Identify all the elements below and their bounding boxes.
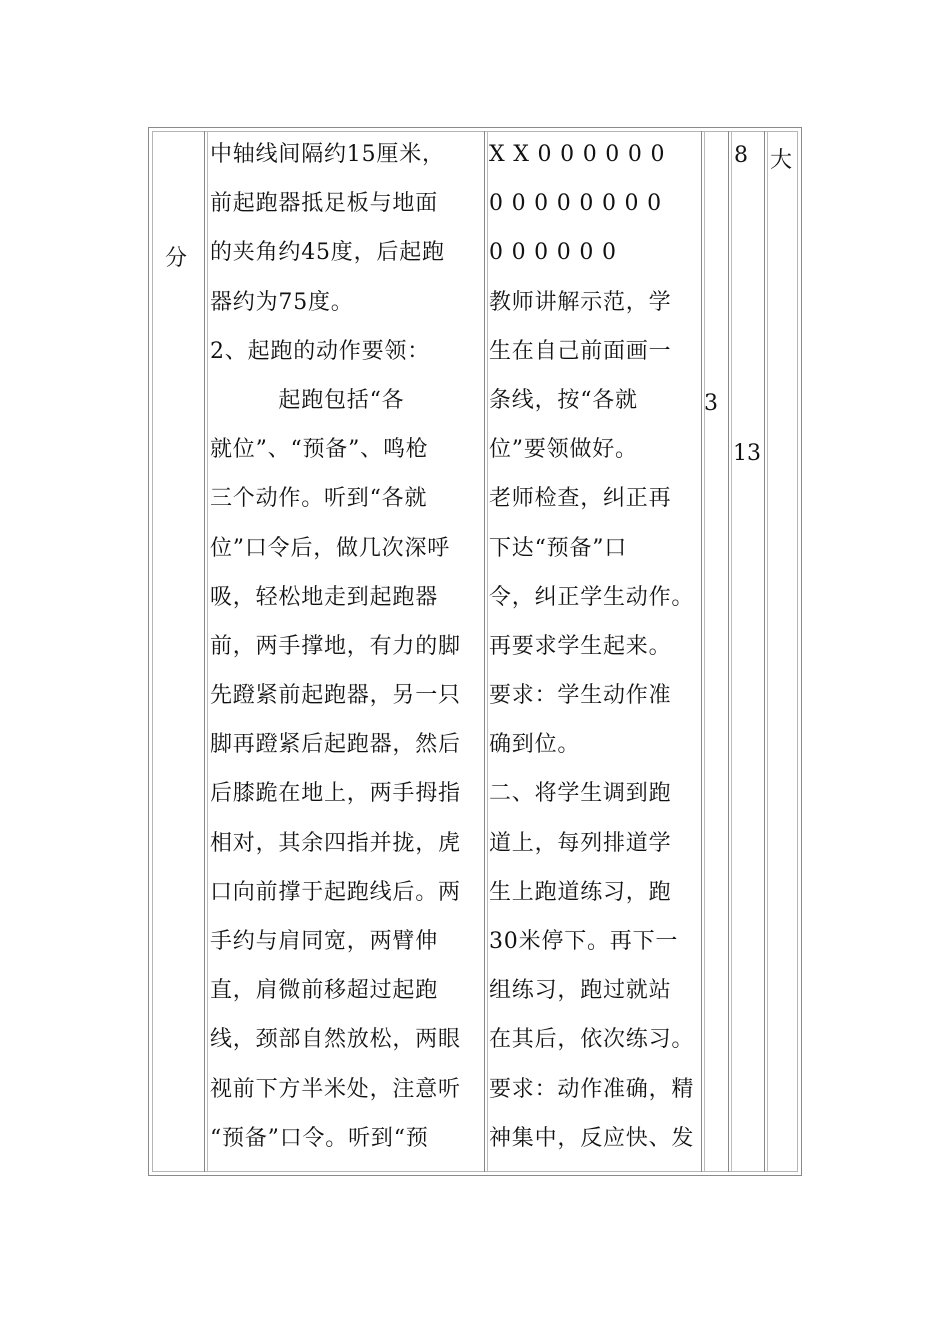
- content-line: 吸，轻松地走到起跑器: [210, 584, 439, 610]
- section-label: 分: [165, 246, 188, 271]
- method-line: 道上，每列排道学: [489, 830, 672, 856]
- method-line: 确到位。: [489, 732, 581, 758]
- content-line: 起跑包括“各: [210, 387, 405, 413]
- content-line: 线，颈部自然放松，两眼: [210, 1027, 461, 1053]
- method-line: 要求：学生动作准: [489, 683, 672, 709]
- method-line: 老师检查，纠正再: [489, 486, 672, 512]
- content-line: 手约与肩同宽，两臂伸: [210, 929, 439, 954]
- time-value: 13: [733, 441, 761, 466]
- column-divider: [764, 131, 768, 1172]
- intensity-value: 大: [770, 148, 793, 173]
- method-line: 0 0 0 0 0 0 0 0: [489, 191, 662, 217]
- content-line: 先蹬紧前起跑器，另一只: [210, 683, 461, 709]
- method-column: [489, 130, 703, 1163]
- content-line: 视前下方半米处，注意听: [210, 1076, 461, 1102]
- method-line: 生上跑道练习，跑: [489, 879, 672, 905]
- method-line: 再要求学生起来。: [489, 633, 672, 659]
- content-line: 后膝跪在地上，两手拇指: [210, 781, 461, 807]
- column-divider: [204, 131, 208, 1172]
- content-line: 中轴线间隔约15厘米，: [210, 142, 445, 167]
- method-line: 要求：动作准确，精: [489, 1076, 695, 1102]
- content-line: “预备”口令。听到“预: [210, 1125, 429, 1151]
- method-line: 在其后，依次练习。: [489, 1027, 695, 1053]
- method-line: 令，纠正学生动作。: [489, 584, 695, 610]
- method-line: 位”要领做好。: [489, 437, 638, 463]
- method-line: 教师讲解示范，学: [489, 289, 672, 315]
- content-line: 器约为75度。: [210, 289, 354, 315]
- method-line: 生在自己前面画一: [489, 338, 672, 364]
- column-divider: [728, 131, 732, 1172]
- content-line: 三个动作。听到“各就: [210, 486, 428, 512]
- count-value: 3: [704, 391, 718, 416]
- method-line: 下达“预备”口: [489, 535, 628, 561]
- content-line: 的夹角约45度，后起跑: [210, 240, 445, 266]
- method-line: 0 0 0 0 0 0: [489, 240, 617, 266]
- method-line: 条线，按“各就: [489, 387, 638, 413]
- content-line: 前，两手撑地，有力的脚: [210, 633, 461, 659]
- content-line: 直，肩微前移超过起跑: [210, 978, 439, 1004]
- method-line: 二、将学生调到跑: [489, 781, 672, 807]
- content-line: 脚再蹬紧后起跑器，然后: [210, 732, 461, 758]
- content-line: 前起跑器抵足板与地面: [210, 191, 439, 217]
- content-line: 相对，其余四指并拢，虎: [210, 830, 461, 856]
- content-line: 2、起跑的动作要领：: [210, 338, 430, 364]
- content-line: 就位”、“预备”、鸣枪: [210, 437, 429, 463]
- time-value: 8: [734, 143, 748, 168]
- content-column: [210, 130, 486, 1163]
- method-line: 神集中，反应快、发: [489, 1125, 695, 1151]
- method-line: X X 0 0 0 0 0 0: [489, 142, 666, 167]
- content-line: 位”口令后，做几次深呼: [210, 535, 451, 561]
- method-line: 30米停下。再下一: [489, 929, 679, 954]
- content-line: 口向前撑于起跑线后。两: [210, 879, 461, 905]
- method-line: 组练习，跑过就站: [489, 978, 672, 1004]
